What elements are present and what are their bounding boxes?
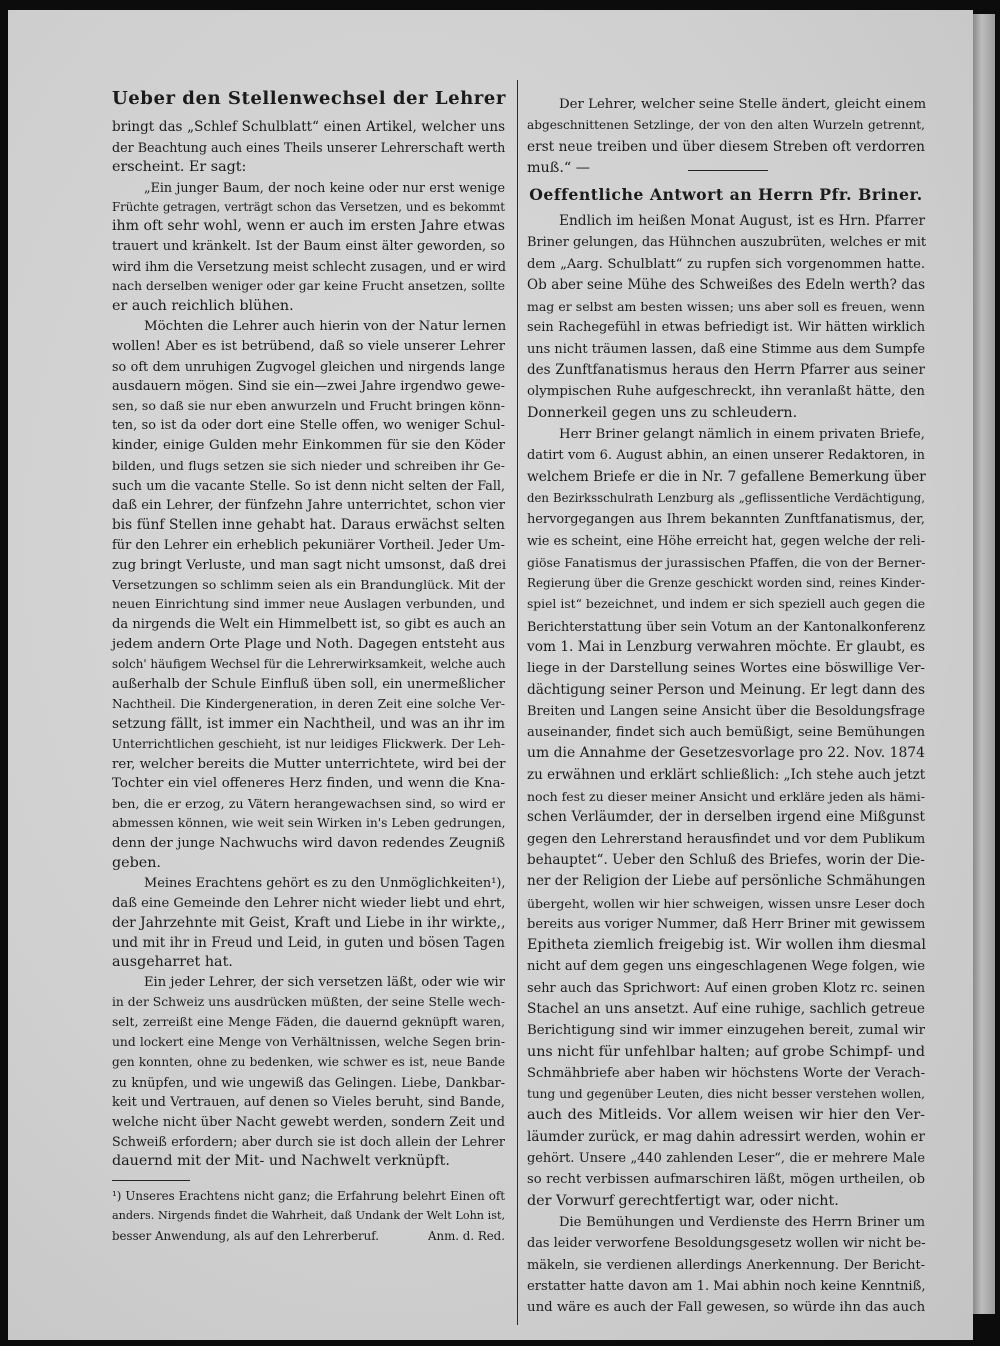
text-line: uns nicht für unfehlbar halten; auf grobe Schimpf- und [527, 1043, 925, 1060]
text-line: Nachtheil. Die Kindergeneration, in deren Zeit eine solche Ver- [112, 696, 505, 711]
text-line: wollen! Aber es ist betrübend, daß so viele unserer Lehrer [112, 338, 505, 354]
text-line: dem „Aarg. Schulblatt“ zu rupfen sich vorgenommen hatte. [527, 256, 925, 272]
text-line: abgeschnittenen Setzlinge, der von den alten Wurzeln getrennt, [527, 118, 925, 133]
text-line: gegen den Lehrerstand herausfindet und vor dem Publikum [527, 831, 926, 847]
text-line: wird ihm die Versetzung meist schlecht zusagen, und er wird [112, 259, 507, 275]
text-line: läumder zurück, er mag dahin adressirt werden, wohin er [527, 1128, 925, 1145]
footnote-line: ¹) Unseres Erachtens nicht ganz; die Erfahrung belehrt Einen oft [112, 1189, 505, 1203]
text-line: auch des Mitleids. Vor allem weisen wir hier den Ver- [527, 1107, 925, 1124]
text-line: noch fest zu dieser meiner Ansicht und erkläre jeden als hämi- [527, 789, 925, 805]
text-line: Möchten die Lehrer auch hierin von der Natur lernen [144, 318, 507, 334]
text-line: erscheint. Er sagt: [112, 158, 247, 175]
text-line: keit und Vertrauen, auf denen so Vieles beruht, sind Bande, [112, 1094, 505, 1110]
text-line: dauernd mit der Mit- und Nachwelt verknüpft. [112, 1153, 450, 1170]
text-line: Schweiß erfordern; aber durch sie ist doch allein der Lehrer [112, 1134, 505, 1150]
text-line: geben. [112, 854, 161, 871]
text-line: welche nicht über Nacht gewebt werden, sondern Zeit und [112, 1114, 505, 1130]
text-line: sein Rachegefühl in etwas befriedigt ist. Wir hätten wirklich [527, 320, 925, 336]
text-line: sen, so daß sie nur eben anwurzeln und Frucht bringen könn- [112, 398, 505, 414]
text-line: „Ein junger Baum, der noch keine oder nur erst wenige [144, 179, 505, 195]
text-line: das leider verworfene Besoldungsgesetz wollen wir nicht be- [527, 1236, 926, 1252]
text-line: erst neue treiben und über diesem Streben oft verdorren [527, 138, 925, 155]
text-line: Die Bemühungen und Verdienste des Herrn Briner um [559, 1214, 925, 1230]
text-line: ihm oft sehr wohl, wenn er auch im ersten Jahre etwas [112, 218, 505, 235]
text-line: rer, welcher bereits die Mutter unterrichtete, wird bei der [112, 756, 506, 772]
text-line: nach derselben weniger oder gar keine Frucht ansetzen, sollte [112, 279, 505, 294]
text-line: in der Schweiz uns ausdrücken müßten, der seine Stelle wech- [112, 995, 505, 1010]
text-line: sehr auch das Sprichwort: Auf einen groben Klotz rc. seinen [527, 980, 925, 996]
text-line: solch' häufigem Wechsel für die Lehrerwirksamkeit, welche auch [112, 657, 506, 672]
text-line: Regierung über die Grenze geschickt worden sind, reines Kinder- [527, 576, 925, 591]
footnote-rule [112, 1180, 190, 1181]
text-line: und mit ihr in Freud und Leid, in guten und bösen Tagen [112, 934, 505, 951]
text-line: vom 1. Mai in Lenzburg verwahren möchte. Er glaubt, es [527, 638, 925, 655]
text-line: denn der junge Nachwuchs wird davon redendes Zeugniß [112, 836, 505, 852]
text-line: selt, zerreißt eine Menge Fäden, die dauernd geknüpft waren, [112, 1015, 505, 1030]
text-line: den Bezirksschulrath Lenzburg als „geflissentliche Verdächtigung, [527, 490, 925, 505]
text-line: wie es scheint, eine Höhe erreicht hat, gegen welche der reli- [527, 533, 925, 549]
text-line: Endlich im heißen Monat August, ist es Hrn. Pfarrer [559, 213, 925, 229]
text-line: behauptet“. Ueber den Schluß des Briefes, worin der Die- [527, 851, 925, 868]
text-line: Ein jeder Lehrer, der sich versetzen läßt, oder wie wir [144, 975, 505, 991]
footnote-text: besser Anwendung, als auf den Lehrerberuf. [112, 1229, 379, 1243]
text-line: gehört. Unsere „440 zahlenden Leser“, die er mehrere Male [527, 1151, 925, 1167]
text-line: außerhalb der Schule Einfluß üben soll, ein unermeßlicher [112, 676, 505, 692]
footnote [112, 1186, 505, 1246]
text-line: schen Verläumder, der in derselben irgend eine Mißgunst [527, 809, 925, 826]
text-line: mag er selbst am besten wissen; uns aber soll es freuen, wenn [527, 299, 925, 315]
editor-note-signature: Anm. d. Red. [427, 1229, 505, 1243]
text-line: Berichtigung sind wir immer einzugehen bereit, zumal wir [527, 1023, 925, 1039]
text-line: jedem andern Orte Plage und Noth. Dagegen entsteht aus [112, 637, 505, 653]
text-line: Unterrichtlichen geschieht, ist nur leidiges Flickwerk. Der Leh- [112, 736, 505, 751]
text-line: such um die vacante Stelle. So ist denn nicht selten der Fall, [112, 478, 505, 494]
text-line: bilden, und flugs setzen sie sich nieder und schreiben ihr Ge- [112, 458, 505, 474]
text-line: Tochter ein viel offeneres Herz finden, und wenn die Kna- [112, 776, 505, 792]
text-line: ausgeharret hat. [112, 954, 233, 971]
text-line: trauert und kränkelt. Ist der Baum einst älter geworden, so [112, 239, 505, 255]
text-line: daß ein Lehrer, der fünfzehn Jahre unterrichtet, schon vier [112, 497, 505, 513]
text-line: giöse Fanatismus der jurassischen Pfaffen, die von der Berner- [527, 554, 926, 570]
text-line: abmessen können, wie weit sein Wirken in's Leben gedrungen, [112, 816, 506, 831]
right-column-body [527, 211, 925, 1318]
text-line: tung und gegenüber Leuten, dies nicht besser verstehen wollen, [527, 1087, 925, 1102]
text-line: so recht verbissen aufmarschiren läßt, mögen urtheilen, ob [527, 1172, 925, 1188]
text-line: datirt vom 6. August abhin, an einen unserer Redaktoren, in [527, 448, 925, 464]
text-line: zu erwähnen und erklärt schließlich: „Ich stehe auch jetzt [527, 766, 926, 783]
text-line: ben, die er erzog, zu Vätern herangewachsen sind, so wird er [112, 796, 505, 812]
text-line: Stachel an uns ansetzt. Auf eine ruhige, sachlich getreue [527, 1000, 925, 1017]
text-line: uns nicht träumen lassen, daß eine Stimme aus dem Sumpfe [527, 341, 925, 357]
text-line: Der Lehrer, welcher seine Stelle ändert, gleicht einem [559, 97, 927, 112]
text-line: dächtigung seiner Person und Meinung. Er legt dann des [527, 681, 925, 698]
text-line: neuen Einrichtung sind immer neue Auslagen verbunden, und [112, 597, 505, 612]
text-line: Epitheta ziemlich freigebig ist. Wir wollen ihm diesmal [527, 937, 927, 954]
footnote-line [112, 1226, 505, 1246]
text-line: für den Lehrer ein erheblich pekuniärer Vortheil. Jeder Um- [112, 537, 505, 553]
text-line: und wäre es auch der Fall gewesen, so würde ihn das auch [527, 1300, 926, 1316]
text-line: Schmähbriefe aber haben wir höchstens Worte der Verach- [527, 1065, 925, 1081]
text-line: daß eine Gemeinde den Lehrer nicht wieder liebt und ehrt, [112, 895, 506, 911]
text-line: spiel ist“ bezeichnet, und indem er sich speziell auch gegen die [527, 597, 925, 612]
text-line: bringt das „Schlef Schulblatt“ einen Artikel, welcher uns [112, 119, 505, 135]
text-line: Berichterstattung über sein Votum an der Kantonalkonferenz [527, 618, 925, 634]
text-line: er auch reichlich blühen. [112, 298, 294, 315]
text-line: der Jahrzehnte mit Geist, Kraft und Liebe in ihr wirkte,, [112, 914, 506, 931]
article-title-left: Ueber den Stellenwechsel der Lehrer [112, 88, 506, 109]
text-line: Ob aber seine Mühe des Schweißes des Edeln werth? das [527, 276, 925, 293]
text-line: da nirgends die Welt ein Himmelbett ist, so gibt es auch an [112, 617, 506, 633]
text-line: nicht auf dem gegen uns eingeschlagenen Wege folgen, wie [527, 959, 925, 975]
text-line: Briner gelungen, das Hühnchen auszubrüten, welches er mit [527, 235, 927, 251]
text-line: Herr Briner gelangt nämlich in einem privaten Briefe, [559, 426, 925, 442]
text-line: hervorgegangen aus Ihrem bekannten Zunftfanatismus, der, [527, 512, 925, 528]
text-line: auseinander, findet sich auch bemüßigt, seine Bemühungen [527, 725, 925, 741]
text-line: und lockert eine Menge von Verhältnissen, welche Segen brin- [112, 1034, 505, 1049]
text-line: der Vorwurf gerechtfertigt war, oder nicht. [527, 1192, 839, 1209]
text-line: bis fünf Stellen inne gehabt hat. Daraus erwächst selten [112, 516, 505, 533]
left-column-body [112, 118, 505, 1172]
text-line: zu knüpfen, und wie ungewiß das Gelingen. Liebe, Dankbar- [112, 1074, 505, 1090]
text-line: welchem Briefe er die in Nr. 7 gefallene Bemerkung über [527, 468, 926, 485]
text-line: olympischen Ruhe aufgeschreckt, ihn veranlaßt hätte, den [527, 384, 925, 400]
text-line: Versetzungen so schlimm seien als ein Brandunglück. Mit der [112, 577, 505, 593]
footnote-line: anders. Nirgends findet die Wahrheit, daß Undank der Welt Lohn ist, [112, 1209, 505, 1222]
text-line: liege in der Darstellung seines Wortes eine böswillige Ver- [527, 661, 925, 677]
text-line: muß.“ — [527, 159, 591, 176]
text-line: so oft dem unruhigen Zugvogel gleichen und nirgends lange [112, 358, 505, 374]
text-line: ausdauern mögen. Sind sie ein—zwei Jahre irgendwo gewe- [112, 378, 505, 394]
text-line: der Beachtung auch eines Theils unserer Lehrerschaft werth [112, 139, 506, 155]
text-line: des Zunftfanatismus heraus den Herrn Pfarrer aus seiner [527, 362, 925, 379]
text-line: kinder, einige Gulden mehr Einkommen für sie den Köder [112, 438, 505, 454]
text-line: gen konnten, ohne zu bedenken, wie schwer es ist, neue Bande [112, 1054, 505, 1069]
text-line: erstatter hatte davon am 1. Mai abhin noch keine Kenntniß, [527, 1278, 926, 1294]
text-line: Meines Erachtens gehört es zu den Unmöglichkeiten¹), [144, 875, 506, 891]
text-line: setzung fällt, ist immer ein Nachtheil, und was an ihr im [112, 715, 505, 732]
text-line: ner der Religion der Liebe auf persönliche Schmähungen [527, 873, 926, 890]
text-line: Breiten und Langen seine Ansicht über die Besoldungsfrage [527, 703, 925, 719]
text-line: bereits aus voriger Nummer, daß Herr Briner mit gewissem [527, 916, 926, 932]
right-column-continuation [527, 94, 925, 179]
text-line: Donnerkeil gegen uns zu schleudern. [527, 404, 798, 421]
text-line: übergeht, wollen wir hier schweigen, wissen unsre Leser doch [527, 895, 925, 911]
text-line: um die Annahme der Gesetzesvorlage pro 22. Nov. 1874 [527, 745, 925, 762]
text-line: zug bringt Verluste, und man sagt nicht umsonst, daß drei [112, 557, 507, 573]
text-line: mäkeln, sie verdienen allerdings Anerkennung. Der Bericht- [527, 1257, 925, 1273]
column-divider [517, 80, 518, 1325]
text-line: Früchte getragen, verträgt schon das Versetzen, und es bekommt [112, 199, 505, 214]
article-title-right: Oeffentliche Antwort an Herrn Pfr. Briner. [529, 185, 923, 204]
text-line: ten, so ist da oder dort eine Stelle offen, wo weniger Schul- [112, 418, 505, 434]
section-separator-rule [688, 170, 768, 171]
page-fold-edge [973, 14, 995, 1314]
